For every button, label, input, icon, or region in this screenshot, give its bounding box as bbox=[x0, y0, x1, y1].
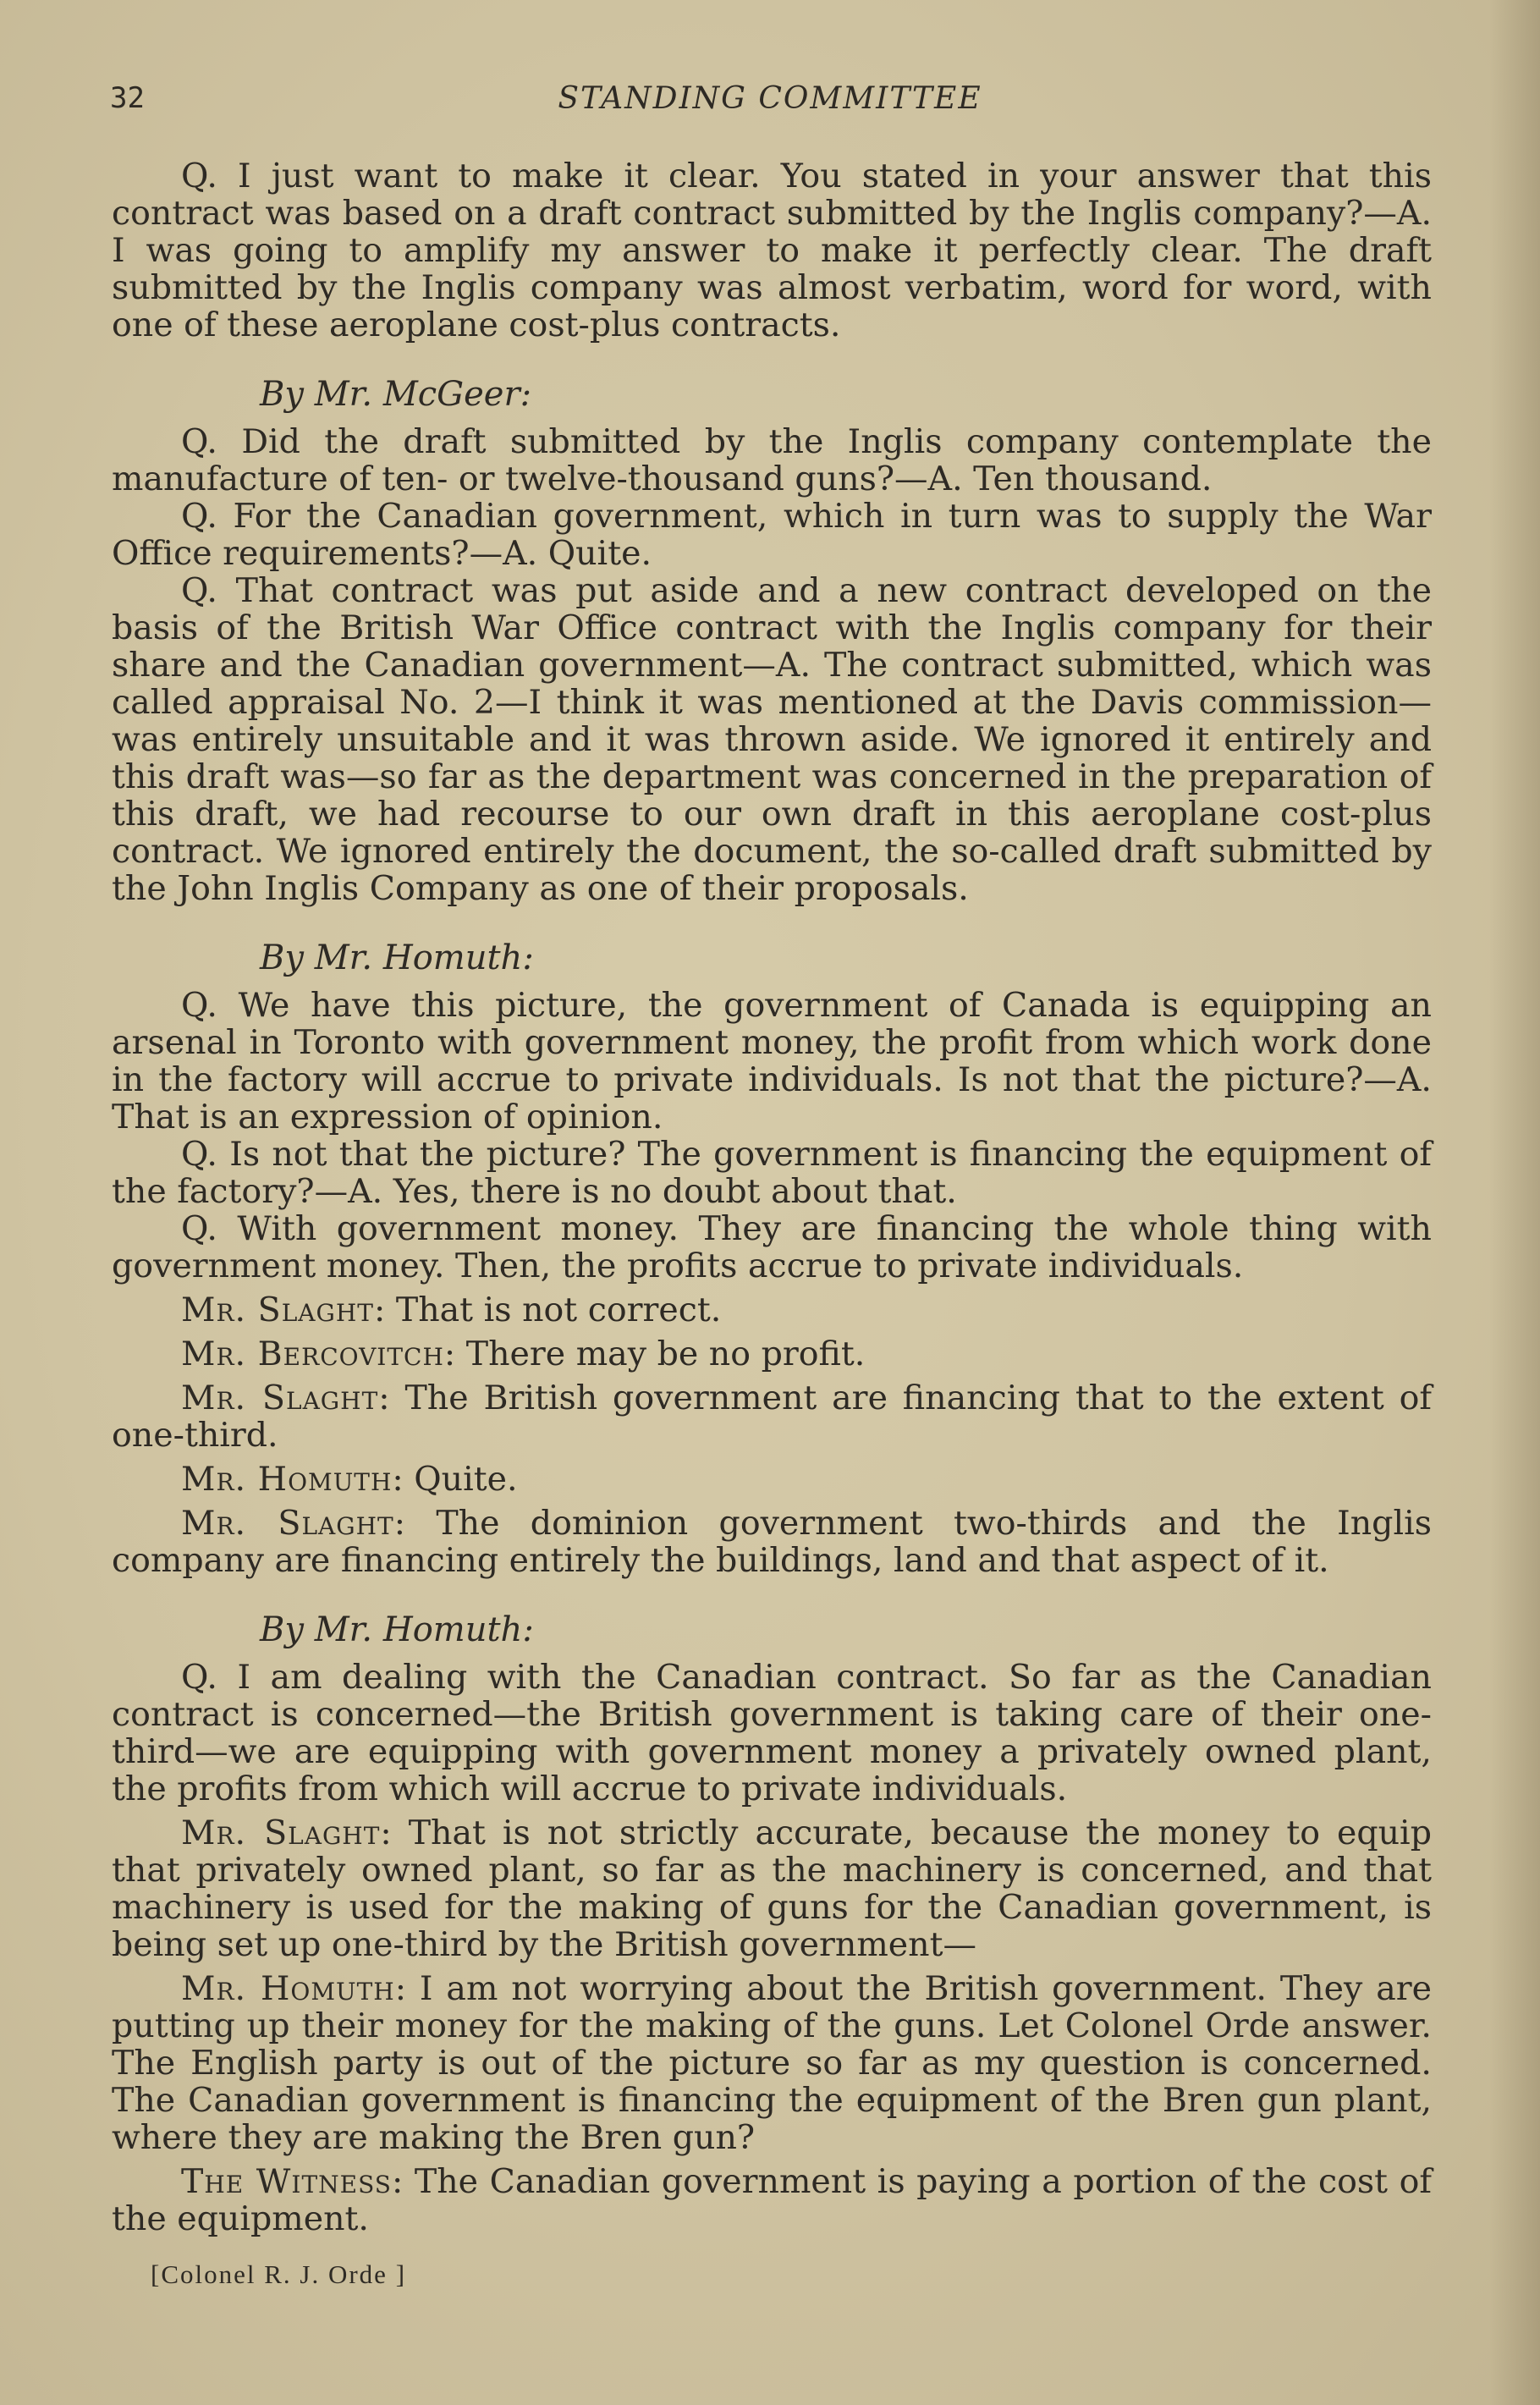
speaker-name: Mr. Homuth bbox=[181, 1969, 395, 2008]
paragraph: Q. For the Canadian government, which in turn was to supply the War Office requirements?—A. Quite. bbox=[112, 497, 1432, 573]
speech-text: : The dominion government two-thirds and the Inglis company are financing entirely the buildings, land and that aspect of it. bbox=[112, 1504, 1432, 1580]
speech-paragraph bbox=[112, 2163, 1432, 2237]
speaker-name: Mr. Slaght bbox=[181, 1291, 374, 1329]
speech-text: : Quite. bbox=[392, 1460, 518, 1499]
speech-paragraph bbox=[112, 1379, 1432, 1454]
examiner-heading: By Mr. McGeer: bbox=[260, 375, 532, 414]
speech-text: : That is not correct. bbox=[373, 1291, 722, 1329]
speech-paragraph bbox=[112, 1291, 1432, 1329]
speech-text: : That is not strictly accurate, because the money to equip that privately owned plant, so far as the machinery is concerned, and that machinery is used for the making of guns for the Canadian government, is being set up one-third by the British government— bbox=[112, 1813, 1432, 1964]
speaker-name: Mr. Slaght bbox=[181, 1813, 381, 1852]
paragraph: Q. I just want to make it clear. You stated in your answer that this contract was based on a draft contract submitted by the Inglis company?—A. I was going to amplify my answer to make it perfectly clear. The draft submitted by the Inglis company was almost verbatim, word for word, with one of these aeroplane cost-plus contracts. bbox=[112, 157, 1432, 344]
examiner-heading: By Mr. Homuth: bbox=[260, 1610, 534, 1649]
paragraph: Q. I am dealing with the Canadian contract. So far as the Canadian contract is concerned—the British government is taking care of their one-third—we are equipping with government money a privately owned plant, the profits from which will accrue to private individuals. bbox=[112, 1658, 1432, 1808]
paragraph: Q. Is not that the picture? The government is financing the equipment of the factory?—A. Yes, there is no doubt about that. bbox=[112, 1135, 1432, 1211]
speech-paragraph bbox=[112, 1461, 1432, 1498]
speech-paragraph bbox=[112, 1335, 1432, 1373]
speech-paragraph bbox=[112, 1505, 1432, 1579]
speaker-name: Mr. Slaght bbox=[181, 1504, 394, 1543]
examiner-heading: By Mr. Homuth: bbox=[260, 938, 534, 977]
speech-text: : The British government are financing that to the extent of one-third. bbox=[112, 1379, 1432, 1455]
page-body bbox=[112, 157, 1432, 2244]
footer-catchline: [Colonel R. J. Orde ] bbox=[151, 2259, 407, 2289]
speech-text: : There may be no profit. bbox=[443, 1335, 866, 1373]
paragraph: Q. Did the draft submitted by the Inglis company contemplate the manufacture of ten- or twelve-thousand guns?—A. Ten thousand. bbox=[112, 422, 1432, 498]
speaker-name: Mr. Homuth bbox=[181, 1460, 393, 1499]
paragraph: Q. We have this picture, the government of Canada is equipping an arsenal in Toronto with government money, the profit from which work done in the factory will accrue to private individuals. Is not that the picture?—A. That is an expression of opinion. bbox=[112, 986, 1432, 1136]
paragraph: Q. With government money. They are financing the whole thing with government money. Then, the profits accrue to private individuals. bbox=[112, 1209, 1432, 1285]
speaker-name: Mr. Bercovitch bbox=[181, 1335, 444, 1373]
speech-paragraph bbox=[112, 1970, 1432, 2156]
speech-text: : The Canadian government is paying a portion of the cost of the equipment. bbox=[112, 2162, 1433, 2238]
speech-text: : I am not worrying about the British government. They are putting up their money for the making of the guns. Let Colonel Orde answer. The English party is out of the picture so far as my question is concerned. The Canadian government is financing the equipment of the Bren gun plant, where they are making the Bren gun? bbox=[112, 1969, 1432, 2157]
running-head: STANDING COMMITTEE bbox=[558, 81, 982, 116]
speaker-name: The Witness bbox=[181, 2162, 392, 2201]
paragraph: Q. That contract was put aside and a new contract developed on the basis of the British War Office contract with the Inglis company for their share and the Canadian government—A. The contract submitted, which was called appraisal No. 2—I think it was mentioned at the Davis commission—was entirely unsuitable and it was thrown aside. We ignored it entirely and this draft was—so far as the department was concerned in the preparation of this draft, we had recourse to our own draft in this aeroplane cost-plus contract. We ignored entirely the document, the so-called draft submitted by the John Inglis Company as one of their proposals. bbox=[112, 571, 1432, 908]
page-edge-shadow bbox=[1489, 0, 1540, 2405]
page-number: 32 bbox=[110, 81, 145, 115]
speech-paragraph bbox=[112, 1814, 1432, 1963]
page-header bbox=[110, 81, 1430, 124]
speaker-name: Mr. Slaght bbox=[181, 1379, 379, 1417]
